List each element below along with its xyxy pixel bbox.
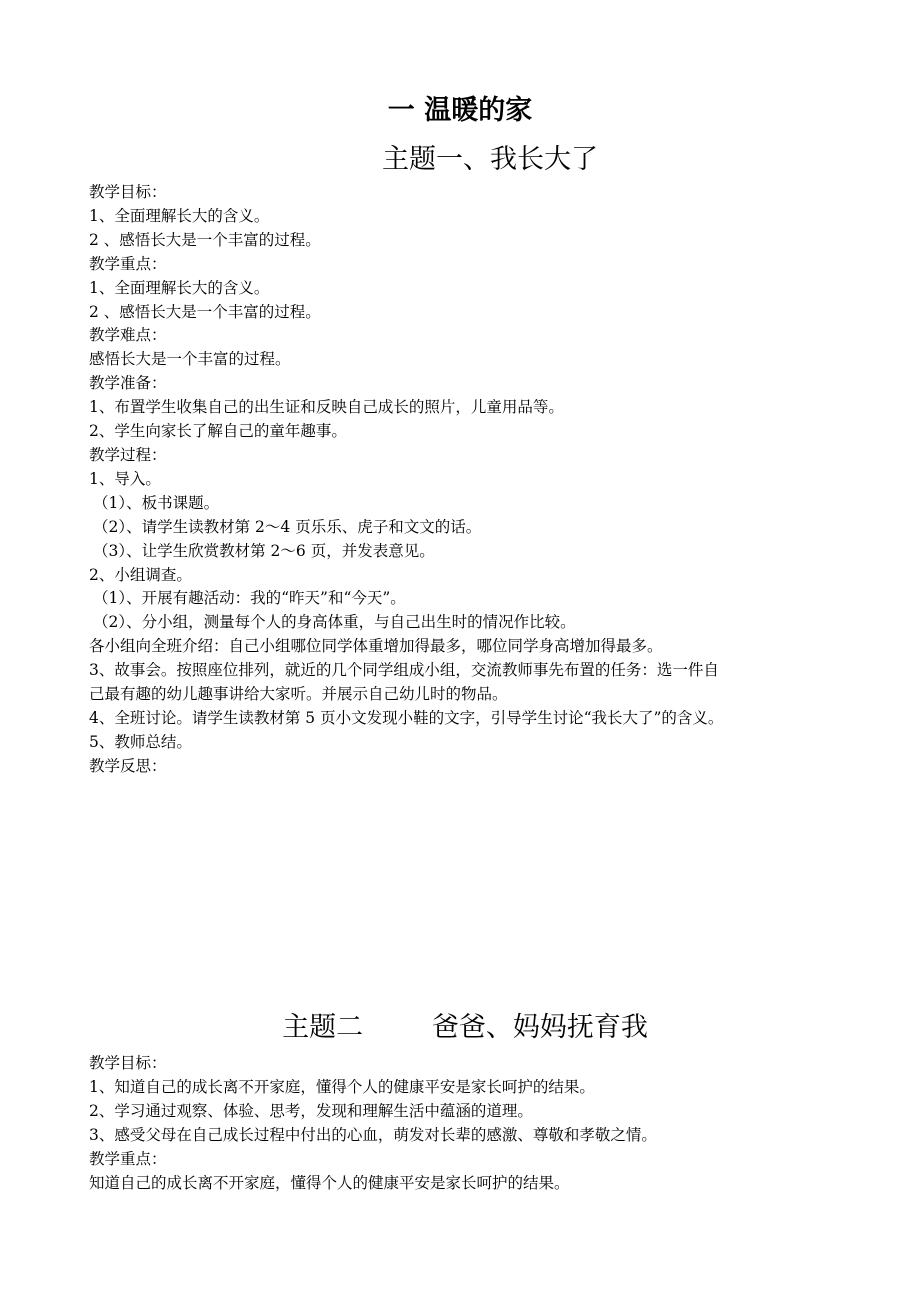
process-step: 5、教师总结。 [89,732,192,751]
objective-item: 2 、感悟长大是一个丰富的过程。 [89,230,321,249]
process-step: 4、全班讨论。请学生读教材第 5 页小文发现小鞋的文字，引导学生讨论“我长大了”的含义。 [89,708,724,727]
process-step: 1、导入。 [89,469,161,488]
objective-item: 3、感受父母在自己成长过程中付出的心血，萌发对长辈的感激、尊敬和孝敬之情。 [89,1125,657,1144]
process-substep: （2）、请学生读教材第 2～4 页乐乐、虎子和文文的话。 [93,517,482,536]
heading-objectives: 教学目标： [89,183,167,201]
heading-objectives: 教学目标： [89,1054,167,1072]
unit-title: 一 温暖的家 [387,95,533,126]
key-point-item: 知道自己的成长离不开家庭，懂得个人的健康平安是家长呵护的结果。 [89,1173,570,1192]
process-step-continued: 己最有趣的幼儿趣事讲给大家听。并展示自己幼儿时的物品。 [89,685,508,704]
heading-process: 教学过程： [89,445,167,464]
preparation-item: 1、布置学生收集自己的出生证和反映自己成长的照片，儿童用品等。 [89,398,564,417]
objective-item: 1、全面理解长大的含义。 [89,206,270,225]
heading-key-points: 教学重点： [89,1149,167,1168]
heading-preparation: 教学准备： [89,374,167,393]
process-substep: （1）、板书课题。 [93,493,220,512]
process-step: 2、小组调查。 [89,565,192,584]
heading-reflection: 教学反思： [89,756,167,775]
process-note: 各小组向全班介绍：自己小组哪位同学体重增加得最多，哪位同学身高增加得最多。 [89,637,663,656]
objective-item: 2、学习通过观察、体验、思考，发现和理解生活中蕴涵的道理。 [89,1101,533,1120]
process-substep: （3）、让学生欣赏教材第 2～6 页，并发表意见。 [93,541,435,560]
topic2-body [89,1052,849,1195]
objective-item: 1、知道自己的成长离不开家庭，懂得个人的健康平安是家长呵护的结果。 [89,1077,595,1096]
process-substep: （1）、开展有趣活动：我的“昨天”和“今天”。 [93,589,406,608]
key-point-item: 2 、感悟长大是一个丰富的过程。 [89,302,321,321]
process-step: 3、故事会。按照座位排列，就近的几个同学组成小组，交流教师事先布置的任务：选一件自 [89,661,719,680]
heading-key-points: 教学重点： [89,254,167,273]
topic2-title: 主题二 爸爸、妈妈抚育我 [282,1012,648,1043]
topic1-body [89,181,849,779]
difficulty-item: 感悟长大是一个丰富的过程。 [89,350,291,369]
topic1-title: 主题一、我长大了 [382,144,598,175]
key-point-item: 1、全面理解长大的含义。 [89,278,270,297]
heading-difficulties: 教学难点： [89,326,167,345]
preparation-item: 2、学生向家长了解自己的童年趣事。 [89,422,347,441]
process-substep: （2）、分小组，测量每个人的身高体重，与自己出生时的情况作比较。 [93,613,576,632]
